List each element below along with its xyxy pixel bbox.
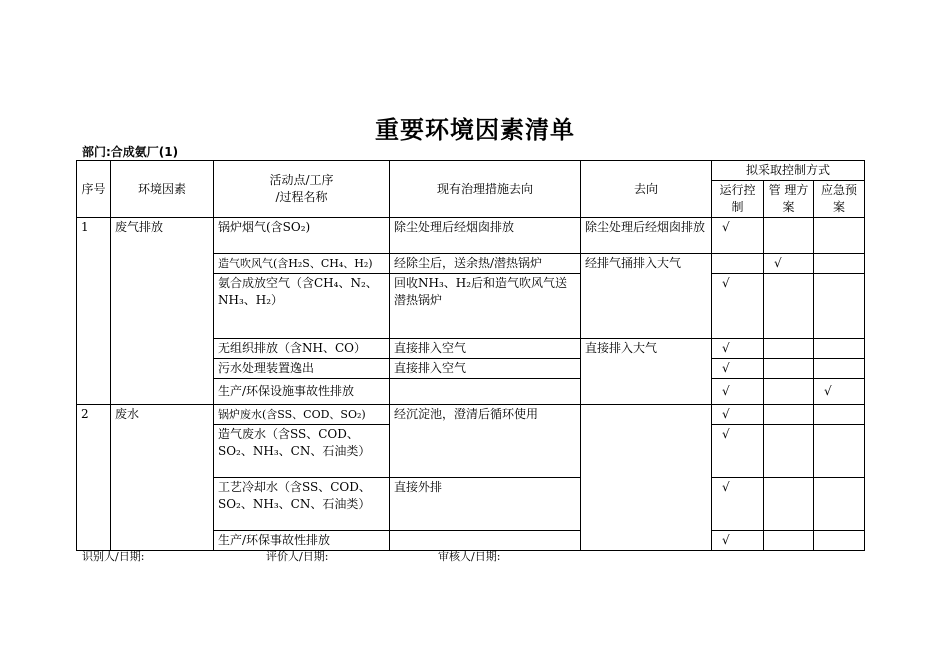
- check-op: [712, 254, 764, 274]
- check-mgmt: [764, 339, 814, 359]
- check-op: [712, 379, 764, 405]
- activity-cell: 锅炉废水(含SS、COD、SO₂): [214, 405, 390, 425]
- check-mgmt: [764, 405, 814, 425]
- header-control-op: 运行控制: [712, 181, 764, 218]
- destination-cell: [581, 405, 712, 551]
- check-emer: [814, 359, 865, 379]
- check-emer: [814, 254, 865, 274]
- group-factor: 废气排放: [111, 218, 214, 405]
- check-emer: [814, 478, 865, 531]
- identifier-signature: 识别人/日期:: [82, 550, 145, 563]
- check-mgmt: [764, 478, 814, 531]
- check-mgmt: [764, 379, 814, 405]
- check-mark: √: [774, 256, 782, 270]
- group-seq: 2: [77, 405, 111, 551]
- check-mark: √: [722, 480, 730, 494]
- measure-cell: 经除尘后，送余热/潜热锅炉: [390, 254, 581, 274]
- check-mgmt: [764, 425, 814, 478]
- check-op: [712, 425, 764, 478]
- group-factor: 废水: [111, 405, 214, 551]
- check-mark: √: [722, 384, 730, 398]
- check-emer: [814, 425, 865, 478]
- check-emer: [814, 379, 865, 405]
- check-mark: √: [722, 276, 730, 290]
- header-measures: 现有治理措施去向: [390, 161, 581, 218]
- check-mark: √: [722, 220, 730, 234]
- check-mgmt: [764, 359, 814, 379]
- header-control-emer: 应急预案: [814, 181, 865, 218]
- destination-cell: 经排气捅排入大气: [581, 254, 712, 339]
- activity-cell: 生产/环保事故性排放: [214, 531, 390, 551]
- check-op: [712, 531, 764, 551]
- activity-cell: 无组织排放（含NH、CO）: [214, 339, 390, 359]
- check-emer: [814, 405, 865, 425]
- activity-cell: 氨合成放空气（含CH₄、N₂、NH₃、H₂）: [214, 274, 390, 339]
- check-mgmt: [764, 531, 814, 551]
- measure-cell: 除尘处理后经烟囱排放: [390, 218, 581, 254]
- activity-cell: 锅炉烟气(含SO₂): [214, 218, 390, 254]
- activity-cell: 污水处理装置逸出: [214, 359, 390, 379]
- header-factor: 环境因素: [111, 161, 214, 218]
- measure-cell: 回收NH₃、H₂后和造气吹风气送潜热锅炉: [390, 274, 581, 339]
- header-activity: [214, 161, 390, 218]
- check-op: [712, 359, 764, 379]
- activity-cell: 生产/环保设施事故性排放: [214, 379, 390, 405]
- check-op: [712, 218, 764, 254]
- check-mark: √: [824, 384, 832, 398]
- environmental-factors-table: [76, 160, 865, 551]
- check-op: [712, 274, 764, 339]
- check-emer: [814, 531, 865, 551]
- measure-cell: 直接排入空气: [390, 339, 581, 359]
- check-op: [712, 478, 764, 531]
- activity-cell: 造气废水（含SS、COD、SO₂、NH₃、CN、石油类）: [214, 425, 390, 478]
- check-mark: √: [722, 427, 730, 441]
- check-emer: [814, 274, 865, 339]
- check-mark: √: [722, 361, 730, 375]
- check-op: [712, 405, 764, 425]
- measure-cell: 经沉淀池，澄清后循环使用: [390, 405, 581, 478]
- header-activity-line2: /过程名称: [275, 190, 328, 204]
- header-seq: 序号: [77, 161, 111, 218]
- page-title: 重要环境因素清单: [375, 116, 575, 144]
- check-mark: √: [722, 341, 730, 355]
- activity-cell: 工艺冷却水（含SS、COD、SO₂、NH₃、CN、石油类）: [214, 478, 390, 531]
- header-control-group: 拟采取控制方式: [712, 161, 865, 181]
- check-mgmt: [764, 218, 814, 254]
- check-mgmt: [764, 274, 814, 339]
- check-emer: [814, 218, 865, 254]
- header-destination: 去向: [581, 161, 712, 218]
- department-label: 部门:合成氨厂(1): [82, 145, 179, 159]
- measure-cell: [390, 379, 581, 405]
- measure-cell: 直接排入空气: [390, 359, 581, 379]
- check-mgmt: [764, 254, 814, 274]
- header-control-mgmt: 管 理方案: [764, 181, 814, 218]
- check-mark: √: [722, 533, 730, 547]
- check-emer: [814, 339, 865, 359]
- measure-cell: 直接外排: [390, 478, 581, 531]
- header-activity-line1: 活动点/工序: [269, 173, 334, 187]
- group-seq: 1: [77, 218, 111, 405]
- destination-cell: 直接排入大气: [581, 339, 712, 405]
- check-op: [712, 339, 764, 359]
- reviewer-signature: 审核人/日期:: [438, 550, 501, 563]
- destination-cell: 除尘处理后经烟囱排放: [581, 218, 712, 254]
- evaluator-signature: 评价人/日期:: [266, 550, 329, 563]
- activity-cell: 造气吹风气(含H₂S、CH₄、H₂): [214, 254, 390, 274]
- check-mark: √: [722, 407, 730, 421]
